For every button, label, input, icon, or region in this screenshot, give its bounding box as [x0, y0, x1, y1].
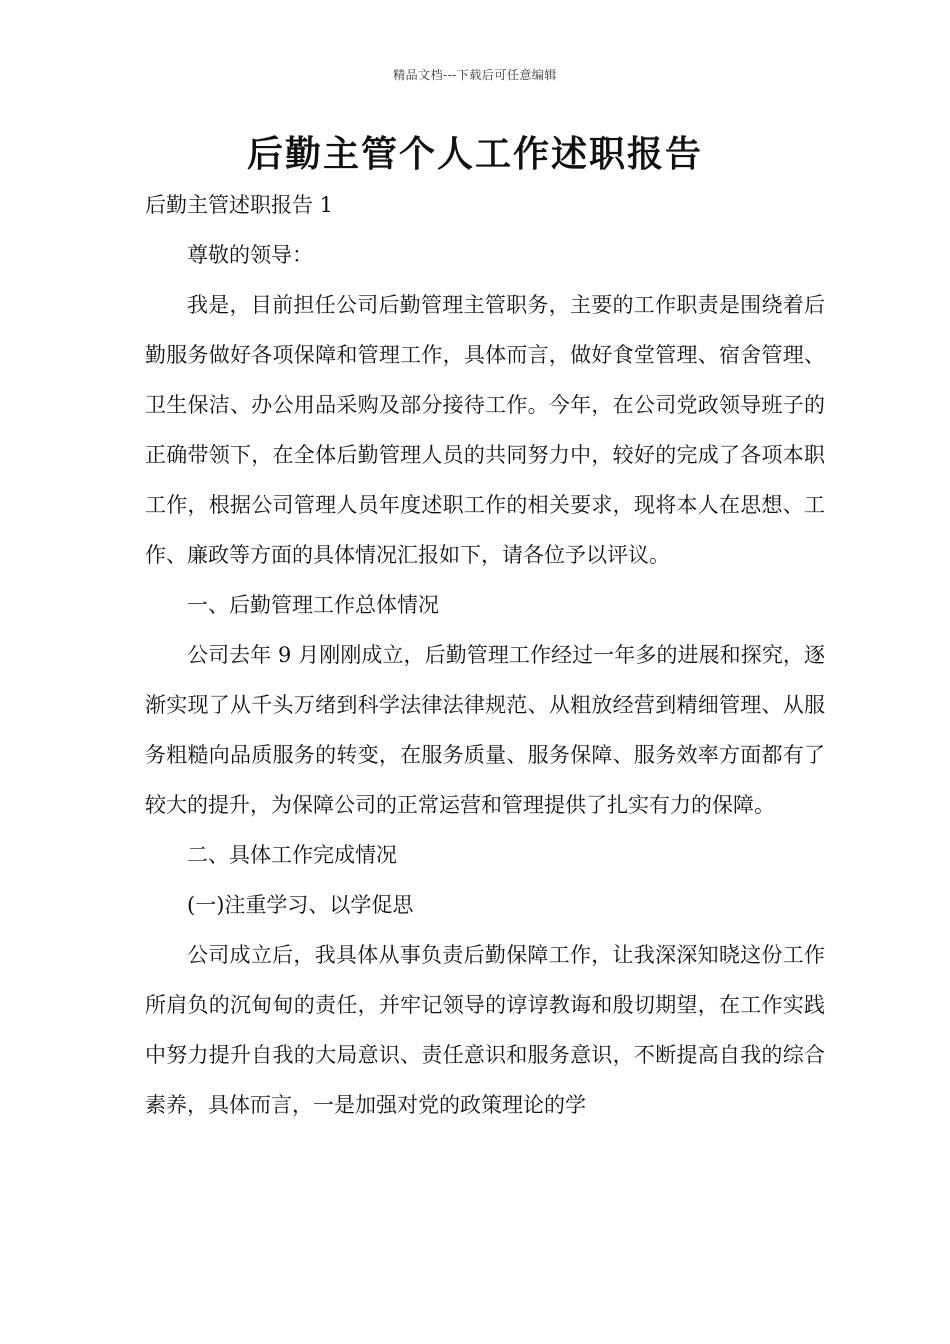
subsection-heading-1: (一)注重学习、以学促思 — [187, 893, 414, 917]
paragraph-study: 公司成立后，我具体从事负责后勤保障工作，让我深深知晓这份工作所肩负的沉甸甸的责任，并牢记领导的谆谆教诲和殷切期望，在工作实践中努力提升自我的大局意识、责任意识和服务意识，不断提高自我的综合素养，具体而言，一是加强对党的政策理论的学 — [145, 943, 825, 1117]
section-heading-1: 一、后勤管理工作总体情况 — [187, 593, 439, 617]
section-heading-2: 二、具体工作完成情况 — [187, 843, 397, 867]
document-body — [145, 180, 825, 1130]
salutation: 尊敬的领导： — [187, 243, 313, 267]
document-title: 后勤主管个人工作述职报告 — [246, 133, 703, 175]
paragraph-overview: 公司去年 9 月刚刚成立，后勤管理工作经过一年多的进展和探究，逐渐实现了从千头万绪到科学法律法律规范、从粗放经营到精细管理、从服务粗糙向品质服务的转变，在服务质量、服务保障、服务效率方面都有了较大的提升，为保障公司的正常运营和管理提供了扎实有力的保障。 — [145, 643, 825, 817]
header-watermark: 精品文档---下载后可任意编辑 — [393, 68, 557, 82]
paragraph-intro: 我是，目前担任公司后勤管理主管职务，主要的工作职责是围绕着后勤服务做好各项保障和管理工作，具体而言，做好食堂管理、宿舍管理、卫生保洁、办公用品采购及部分接待工作。今年，在公司党政领导班子的正确带领下，在全体后勤管理人员的共同努力中，较好的完成了各项本职工作，根据公司管理人员年度述职工作的相关要求，现将本人在思想、工作、廉政等方面的具体情况汇报如下，请各位予以评议。 — [145, 293, 825, 567]
document-subtitle: 后勤主管述职报告 1 — [145, 193, 334, 217]
